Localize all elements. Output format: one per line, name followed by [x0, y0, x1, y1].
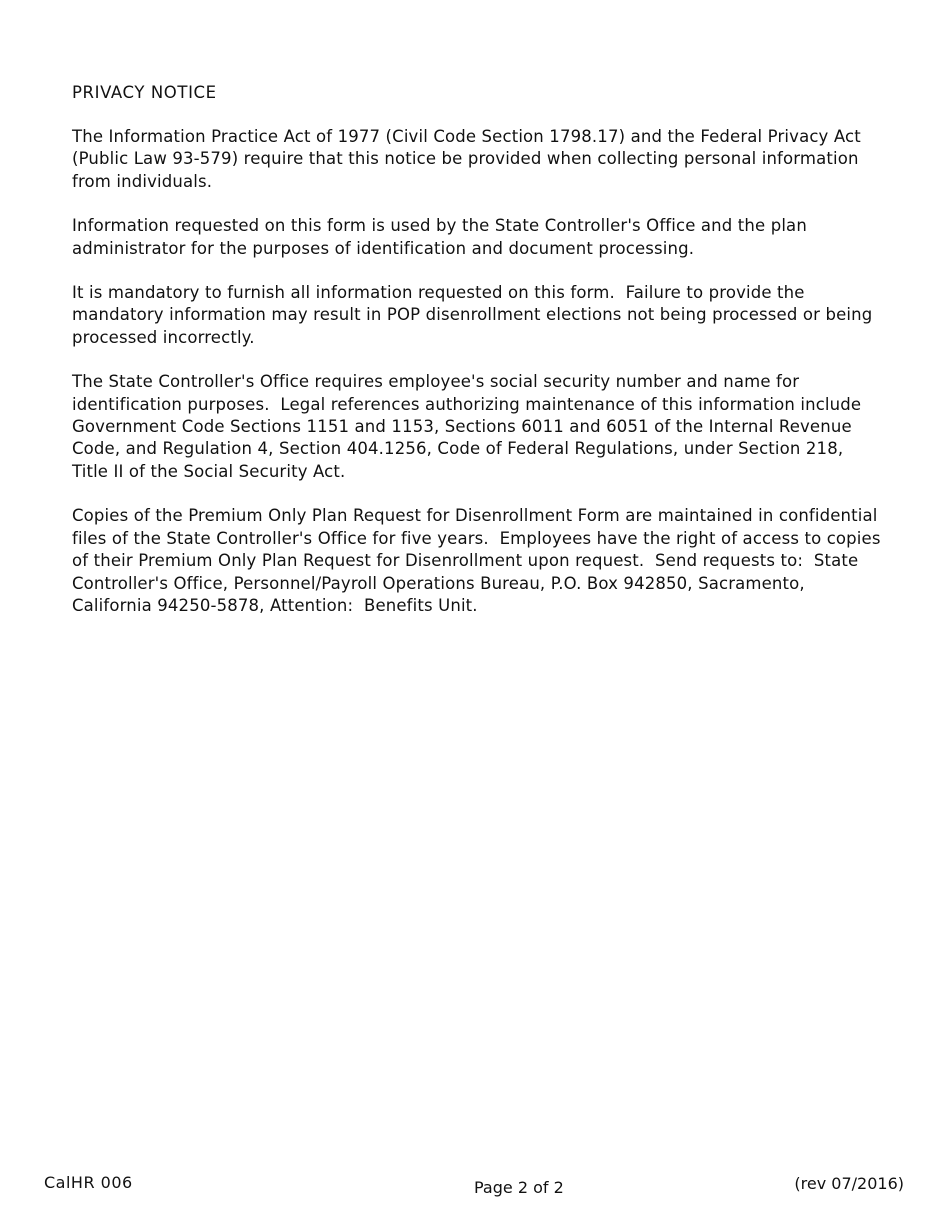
- paragraph-legal-basis: The Information Practice Act of 1977 (Civil Code Section 1798.17) and the Federal Privacy Act (Public Law 93-579) require that this notice be provided when collecting personal information from individuals.: [72, 127, 867, 191]
- revision-date: (rev 07/2016): [794, 1174, 904, 1193]
- paragraph-ssn-usage: The State Controller's Office requires employee's social security number and name for identification purposes. Legal references authorizing maintenance of this information include Government Code Sections 1151 and 1153, Sections 6011 and 6051 of the Internal Revenue Code, and Regulation 4, Section 404.1256, Code of Federal Regulations, under Section 218, Title II of the Social Security Act.: [72, 372, 867, 481]
- privacy-notice-section: [72, 82, 884, 639]
- page-number: Page 2 of 2: [474, 1178, 564, 1197]
- form-id: CalHR 006: [44, 1173, 133, 1192]
- page-title: PRIVACY NOTICE: [72, 83, 217, 102]
- paragraph-mandatory: It is mandatory to furnish all information requested on this form. Failure to provide the mandatory information may result in POP disenrollment elections not being processed or being processed incorrectly.: [72, 283, 878, 347]
- paragraph-purpose: Information requested on this form is used by the State Controller's Office and the plan administrator for the purposes of identification and document processing.: [72, 216, 813, 258]
- paragraph-retention-access: Copies of the Premium Only Plan Request for Disenrollment Form are maintained in confidential files of the State Controller's Office for five years. Employees have the right of access to copies of their Premium Only Plan Request for Disenrollment upon request. Send requests to: State Controller's Office, Personnel/Payroll Operations Bureau, P.O. Box 942850, Sacramento, California 94250-5878, Attention: Benefits Unit.: [72, 506, 886, 615]
